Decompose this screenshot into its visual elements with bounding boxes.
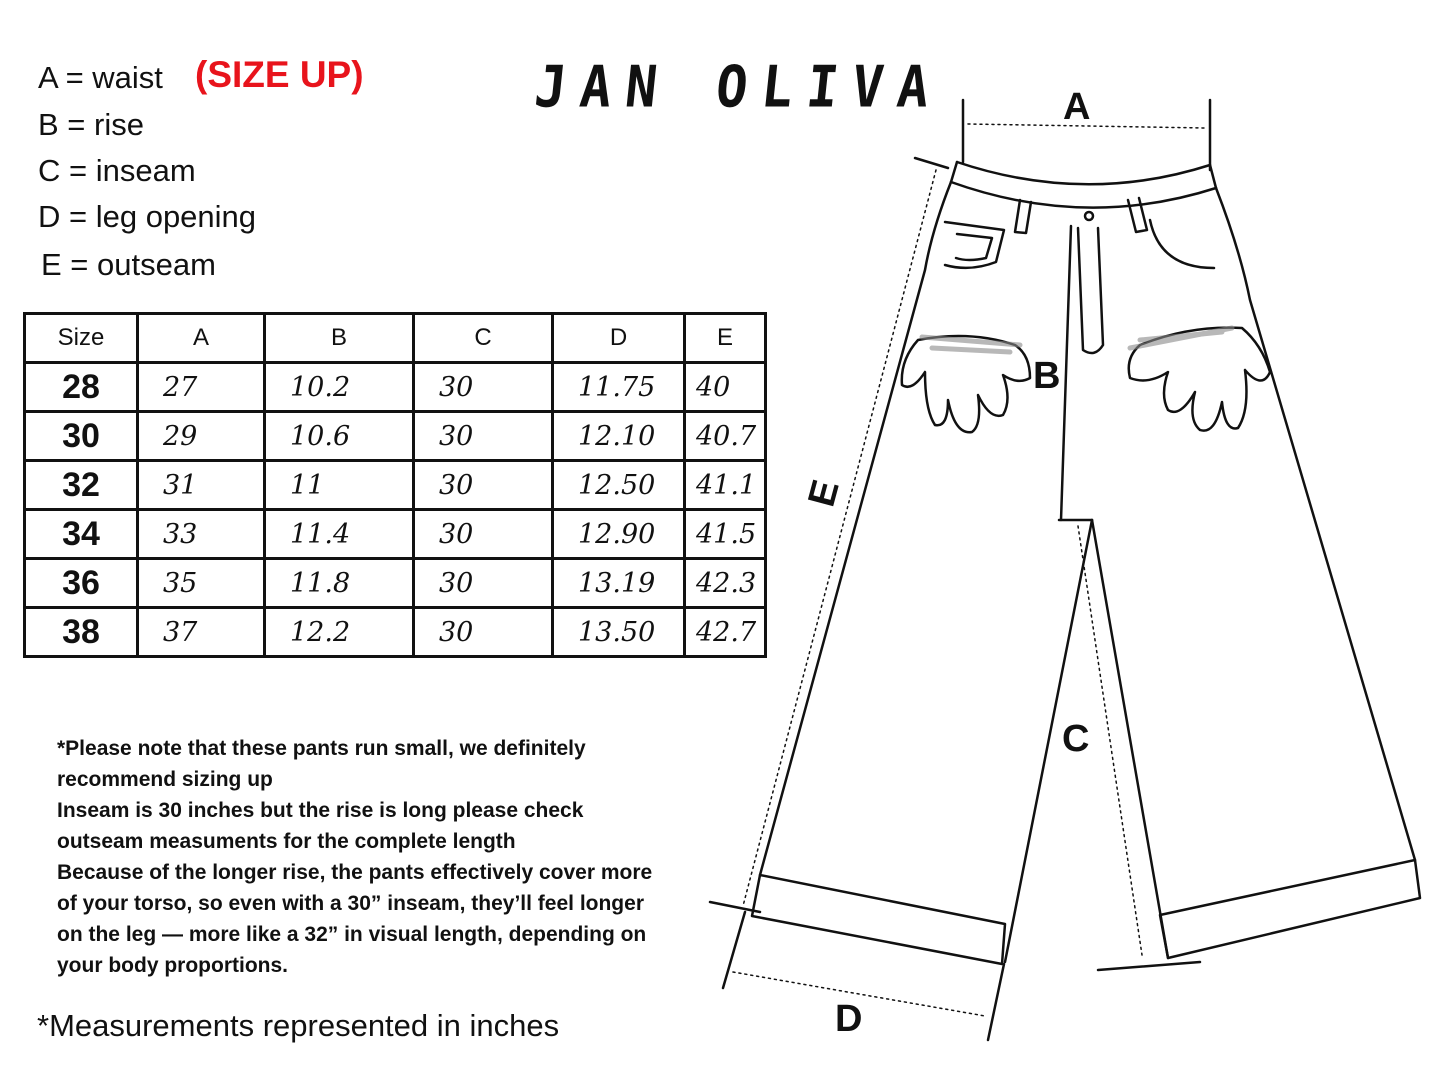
cell-d: 12.90 — [553, 510, 685, 559]
fly — [1078, 228, 1103, 353]
cell-e: 40.7 — [685, 412, 766, 461]
header-c: C — [414, 314, 553, 363]
cell-b: 11.8 — [265, 559, 414, 608]
cell-a: 33 — [138, 510, 265, 559]
header-a: A — [138, 314, 265, 363]
cell-d: 12.50 — [553, 461, 685, 510]
label-b: B — [1033, 355, 1061, 397]
cell-size: 34 — [25, 510, 138, 559]
label-c: C — [1062, 718, 1090, 760]
legend-rise: B = rise — [38, 107, 144, 142]
cell-size: 32 — [25, 461, 138, 510]
cell-e: 40 — [685, 363, 766, 412]
note-runs-small: *Please note that these pants run small, we definitely recommend sizing up — [57, 737, 586, 791]
cell-a: 35 — [138, 559, 265, 608]
cell-size: 38 — [25, 608, 138, 657]
cell-c: 30 — [414, 510, 553, 559]
waistband-right-end — [1210, 165, 1216, 188]
waistband-top — [957, 162, 1210, 184]
header-d: D — [553, 314, 685, 363]
cell-d: 12.10 — [553, 412, 685, 461]
cell-size: 28 — [25, 363, 138, 412]
waistband-left-end — [951, 162, 957, 182]
left-leg-outer — [760, 182, 951, 875]
cell-size: 30 — [25, 412, 138, 461]
waistband-bottom — [951, 182, 1216, 208]
leg-opening-tick-left — [723, 912, 745, 988]
label-e: E — [800, 475, 848, 512]
right-leg-outer — [1216, 188, 1415, 860]
cell-d: 11.75 — [553, 363, 685, 412]
brand-logo: JAN OLIVA — [531, 55, 947, 121]
outseam-tick-top — [915, 158, 948, 168]
cell-e: 42.7 — [685, 608, 766, 657]
inseam-tick-bottom — [1098, 962, 1200, 970]
cell-c: 30 — [414, 608, 553, 657]
cell-e: 41.1 — [685, 461, 766, 510]
note-longer-rise: Because of the longer rise, the pants effectively cover more of your torso, so even with a 30” inseam, they’ll feel longer on the leg — more like a 32” in visual length, depending on your body proportions. — [57, 861, 653, 977]
legend-outseam: E = outseam — [41, 247, 216, 282]
cell-d: 13.50 — [553, 608, 685, 657]
legend-waist: A = waist — [38, 60, 163, 95]
belt-loop-left — [1015, 200, 1031, 233]
cell-b: 11 — [265, 461, 414, 510]
right-leg-inner — [1092, 520, 1168, 958]
header-e: E — [685, 314, 766, 363]
legend-leg-opening: D = leg opening — [38, 199, 257, 234]
waist-button — [1085, 212, 1093, 220]
coin-pocket-inner — [956, 234, 992, 260]
cell-e: 42.3 — [685, 559, 766, 608]
cell-a: 37 — [138, 608, 265, 657]
rise-shading-left-2 — [932, 348, 1010, 352]
cell-c: 30 — [414, 559, 553, 608]
cell-c: 30 — [414, 461, 553, 510]
legend-inseam: C = inseam — [38, 153, 196, 188]
leg-opening-tick-right — [988, 964, 1004, 1040]
left-cuff — [752, 875, 1005, 964]
cell-e: 41.5 — [685, 510, 766, 559]
label-a: A — [1063, 86, 1091, 128]
cell-b: 11.4 — [265, 510, 414, 559]
cell-b: 10.6 — [265, 412, 414, 461]
front-pocket-right — [1150, 220, 1214, 268]
center-seam — [1061, 226, 1071, 520]
header-b: B — [265, 314, 414, 363]
cell-c: 30 — [414, 412, 553, 461]
cell-a: 31 — [138, 461, 265, 510]
cell-b: 10.2 — [265, 363, 414, 412]
right-cuff — [1160, 860, 1420, 958]
outseam-dim-line — [743, 170, 936, 906]
cell-c: 30 — [414, 363, 553, 412]
size-up-warning: (SIZE UP) — [195, 54, 364, 95]
header-size: Size — [25, 314, 138, 363]
cell-a: 29 — [138, 412, 265, 461]
cell-d: 13.19 — [553, 559, 685, 608]
cell-a: 27 — [138, 363, 265, 412]
cell-b: 12.2 — [265, 608, 414, 657]
label-d: D — [835, 998, 863, 1040]
cell-size: 36 — [25, 559, 138, 608]
note-inseam: Inseam is 30 inches but the rise is long please check outseam measuments for the complete length — [57, 799, 584, 853]
units-note: *Measurements represented in inches — [37, 1008, 560, 1043]
